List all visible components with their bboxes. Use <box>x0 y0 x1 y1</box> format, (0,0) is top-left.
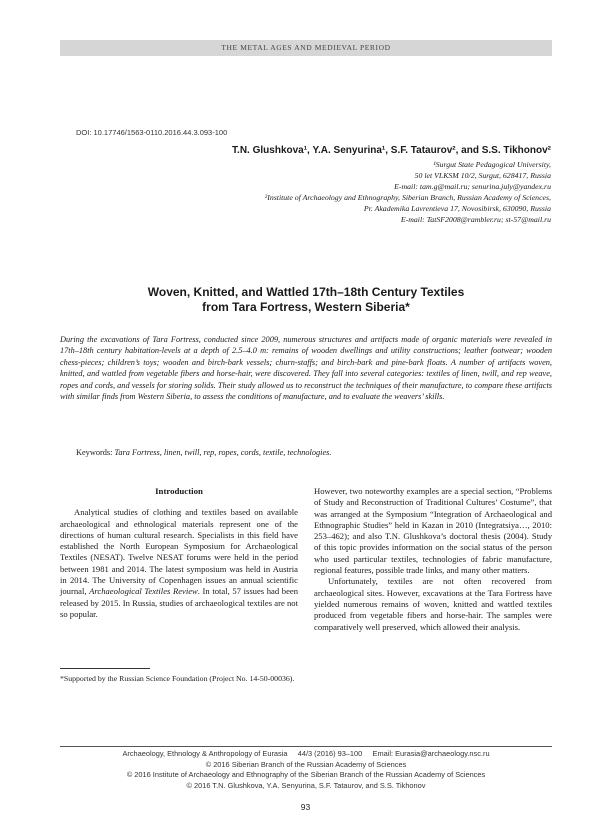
intro-text: Analytical studies of clothing and textiles based on available archaeological and ethnological materials represent one of the directions of human cultural research. Specialists in this field have established the North European Symposium for Archaeological Textiles (NESAT). Twelve NESAT forums were held in the period between 1981 and 2014. The latest symposium was held in Austria in 2014. The University of Copenhagen issues an annual scientific journal, <box>60 507 298 597</box>
title-line-1: Woven, Knitted, and Wattled 17th–18th Century Textiles <box>147 285 465 299</box>
footer-copyright: © 2016 Institute of Archaeology and Ethnography of the Siberian Branch of the Russian Academy of Sciences <box>126 770 486 779</box>
footer-copyright: © 2016 T.N. Glushkova, Y.A. Senyurina, S.F. Tataurov, and S.S. Tikhonov <box>186 780 426 790</box>
keywords-label: Keywords: <box>76 448 113 457</box>
affiliation-email[interactable]: E-mail: TatSF2008@rambler.ru; st-57@mail.ru <box>400 215 551 224</box>
body-paragraph: Unfortunately, textiles are not often recovered from archaeological sites. However, excavations at the Tara Fortress have yielded numerous remains of woven, knitted and wattled textiles produced from vegetable fibers and horse-hair. The samples were comparatively well preserved, which allowed their analysis. <box>314 576 552 632</box>
journal-name: Archaeological Textiles Review <box>89 586 198 597</box>
right-column <box>314 486 552 633</box>
footer-copyright: © 2016 Siberian Branch of the Russian Academy of Sciences <box>205 759 407 769</box>
left-column <box>60 486 298 620</box>
intro-heading: Introduction <box>155 486 203 496</box>
keywords-text: Tara Fortress, linen, twill, rep, ropes, cords, textile, technologies. <box>114 448 332 457</box>
body-paragraph: However, two noteworthy examples are a special section, “Problems of Study and Reconstruction of Traditional Cultures’ Costume”, that was arranged at the Symposium “Integration of Archaeological and Ethnographic Studies” held in Kazan in 2010 (Integratsiya…, 2010: 253–462); and also T.N. Glushkova’s doctoral thesis (2004). Study of this topic provides information on the social status of the person who used particular textiles, technologies of fabric manufacture, regional features, possible trade links, and many other matters. <box>314 486 552 576</box>
footer <box>60 749 552 791</box>
intro-text-tail: . In total, 57 issues had been released by 2015. In Russia, studies of archaeological textiles are not so popular. <box>60 586 298 619</box>
section-header: THE METAL AGES AND MEDIEVAL PERIOD <box>60 40 552 56</box>
affiliation-line: ²Institute of Archaeology and Ethnography, Siberian Branch, Russian Academy of Sciences, <box>264 193 551 202</box>
keywords <box>76 448 552 457</box>
page-number: 93 <box>300 802 311 812</box>
authors: T.N. Glushkova¹, Y.A. Senyurina¹, S.F. Tataurov², and S.S. Tikhonov² <box>232 145 551 156</box>
footnote-divider <box>60 668 150 669</box>
affiliation-line: Pr. Akademika Lavrentieva 17, Novosibirsk, 630090, Russia <box>363 204 551 213</box>
footnote: *Supported by the Russian Science Foundation (Project No. 14-50-00036). <box>60 674 295 683</box>
affiliation-line: 50 let VLKSM 10/2, Surgut, 628417, Russia <box>414 171 551 180</box>
doi[interactable]: DOI: 10.17746/1563-0110.2016.44.3.093-100 <box>76 128 228 137</box>
affiliation-email[interactable]: E-mail: tam.g@mail.ru; senurina.july@yandex.ru <box>394 182 551 191</box>
title-line-2: from Tara Fortress, Western Siberia* <box>202 299 410 314</box>
intro-paragraph <box>60 507 298 620</box>
article-title <box>60 285 552 314</box>
footer-divider <box>60 746 552 747</box>
affiliations <box>131 159 551 225</box>
footer-journal-line: Archaeology, Ethnology & Anthropology of Eurasia 44/3 (2016) 93–100 Email: Eurasia@archaeology.nsc.ru <box>122 749 490 758</box>
abstract: During the excavations of Tara Fortress, conducted since 2009, numerous structures and artifacts made of organic materials were revealed in 17th–18th century habitation-levels at a depth of 2.5–4.0 m: remains of wooden dwellings and utility constructions; leather footwear; wooden chess-pieces; children’s toys; wooden and birch-bark vessels; churn-staffs; and birch-bark and pine-bark floats. A number of artifacts woven, knitted, and wattled from vegetable fibers and horse-hair, were discovered. They fall into several categories: textiles of linen, twill, and rep weave, ropes and cords, and vessels for storing solids. Their study allowed us to reconstruct the techniques of their manufacture, to compare these artifacts with similar finds from Western Siberia, to assess the conditions of manufacture, and to evaluate the weavers’ skills. <box>60 335 552 402</box>
affiliation-line: ¹Surgut State Pedagogical University, <box>433 160 551 169</box>
